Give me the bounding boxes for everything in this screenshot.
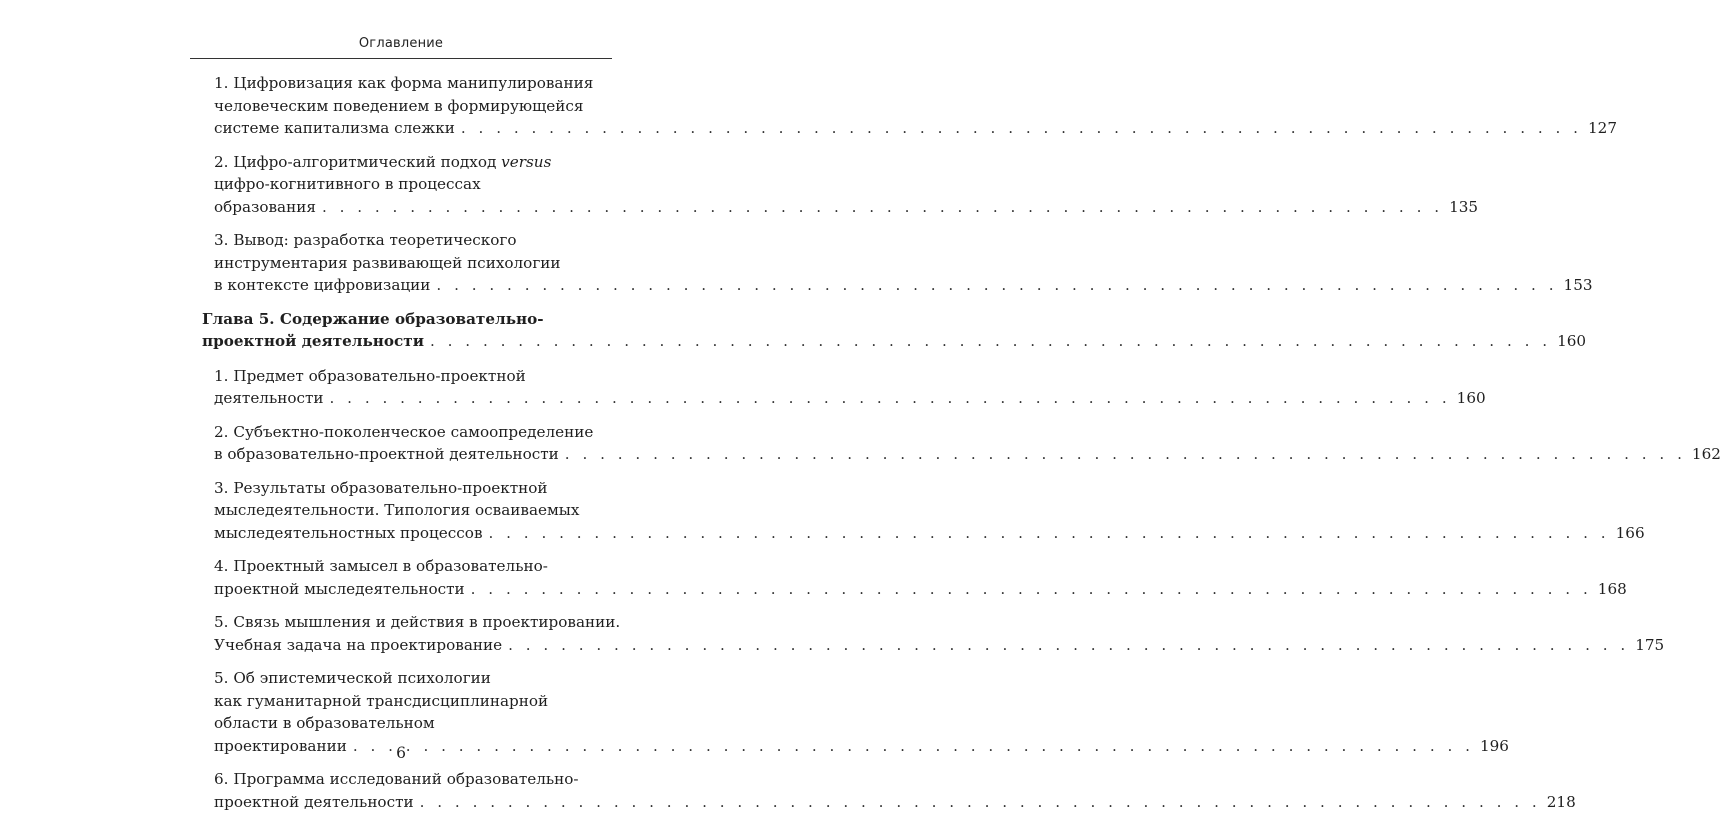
toc-entry-line: инструментария развивающей психологии	[214, 253, 561, 272]
toc-entry-line: 2. Цифро-алгоритмический подход	[214, 152, 502, 171]
toc-entry-line: как гуманитарной трансдисциплинарной	[214, 691, 549, 710]
toc-entry	[190, 611, 1665, 656]
toc-entry	[190, 421, 1721, 466]
toc-page-number: 162	[1691, 445, 1721, 463]
toc-entry-line: Учебная задача на проектирование	[214, 635, 503, 654]
toc-page-number: 196	[1479, 736, 1509, 755]
toc-entry-line: Глава 5. Содержание образовательно-	[202, 309, 544, 328]
toc-entry-line: образования	[214, 197, 316, 216]
toc-entry	[190, 477, 1645, 545]
dot-leader	[565, 443, 1686, 466]
toc-entry-line: проектной мыследеятельности	[214, 579, 465, 598]
toc-entry-italic: versus	[501, 152, 552, 171]
table-of-contents	[190, 72, 1721, 824]
toc-entry-line: деятельности	[214, 389, 324, 407]
toc-entry	[190, 72, 1618, 140]
toc-entry-line: 2. Субъектно-поколенческое самоопределение	[214, 422, 594, 441]
toc-entry-line: 3. Результаты образовательно-проектной	[214, 478, 548, 497]
toc-entry-line: 4. Проектный замысел в образовательно-	[214, 557, 548, 575]
toc-entry-line: проектной деятельности	[214, 792, 414, 811]
dot-leader	[471, 578, 1592, 601]
dot-leader	[330, 387, 1451, 410]
toc-entry-line: 1. Предмет образовательно-проектной	[214, 366, 526, 385]
toc-page-number: 175	[1635, 635, 1665, 654]
page-number: 6	[396, 744, 406, 762]
toc-entry	[190, 365, 1486, 410]
running-head: Оглавление	[358, 36, 444, 51]
toc-entry-line: человеческим поведением в формирующейся	[214, 96, 584, 115]
toc-page-number: 168	[1597, 579, 1627, 598]
toc-entry-line: 1. Цифровизация как форма манипулирования	[214, 74, 594, 92]
toc-entry	[190, 151, 1479, 219]
toc-entry-line: мыследеятельности. Типология осваиваемых	[214, 501, 580, 519]
dot-leader	[508, 634, 1629, 657]
toc-page-number: 160	[1557, 332, 1587, 350]
header-rule	[190, 58, 612, 59]
toc-entry-line: в образовательно-проектной деятельности	[214, 445, 559, 463]
toc-page-number: 153	[1563, 276, 1593, 294]
toc-entry	[190, 768, 1576, 813]
toc-entry-line: цифро-когнитивного в процессах	[214, 175, 481, 193]
toc-page-number: 218	[1546, 792, 1576, 811]
toc-entry	[190, 229, 1593, 297]
toc-entry-line: проектной деятельности	[202, 332, 424, 350]
dot-leader	[461, 117, 1582, 140]
toc-entry-line: системе капитализма слежки	[214, 119, 455, 137]
toc-entry-line: проектировании	[214, 736, 347, 755]
toc-page-number: 135	[1449, 197, 1479, 216]
toc-entry-line: в контексте цифровизации	[214, 276, 431, 294]
toc-entry-line: 5. Об эпистемической психологии	[214, 669, 491, 687]
dot-leader	[430, 330, 1551, 353]
dot-leader	[436, 274, 1557, 297]
toc-entry-line: 6. Программа исследований образовательно-	[214, 770, 579, 788]
toc-entry	[190, 555, 1627, 600]
toc-page-number: 166	[1615, 523, 1645, 542]
toc-chapter-entry	[190, 308, 1587, 353]
dot-leader	[322, 196, 1443, 219]
toc-entry-line: 5. Связь мышления и действия в проектировании.	[214, 613, 621, 631]
toc-entry-line: мыследеятельностных процессов	[214, 523, 483, 542]
toc-entry-line: области в образовательном	[214, 714, 435, 732]
toc-page-number: 127	[1588, 119, 1618, 137]
toc-page-number: 160	[1456, 389, 1486, 407]
dot-leader	[489, 522, 1610, 545]
toc-entry-line: 3. Вывод: разработка теоретического	[214, 231, 517, 249]
dot-leader	[420, 791, 1541, 814]
